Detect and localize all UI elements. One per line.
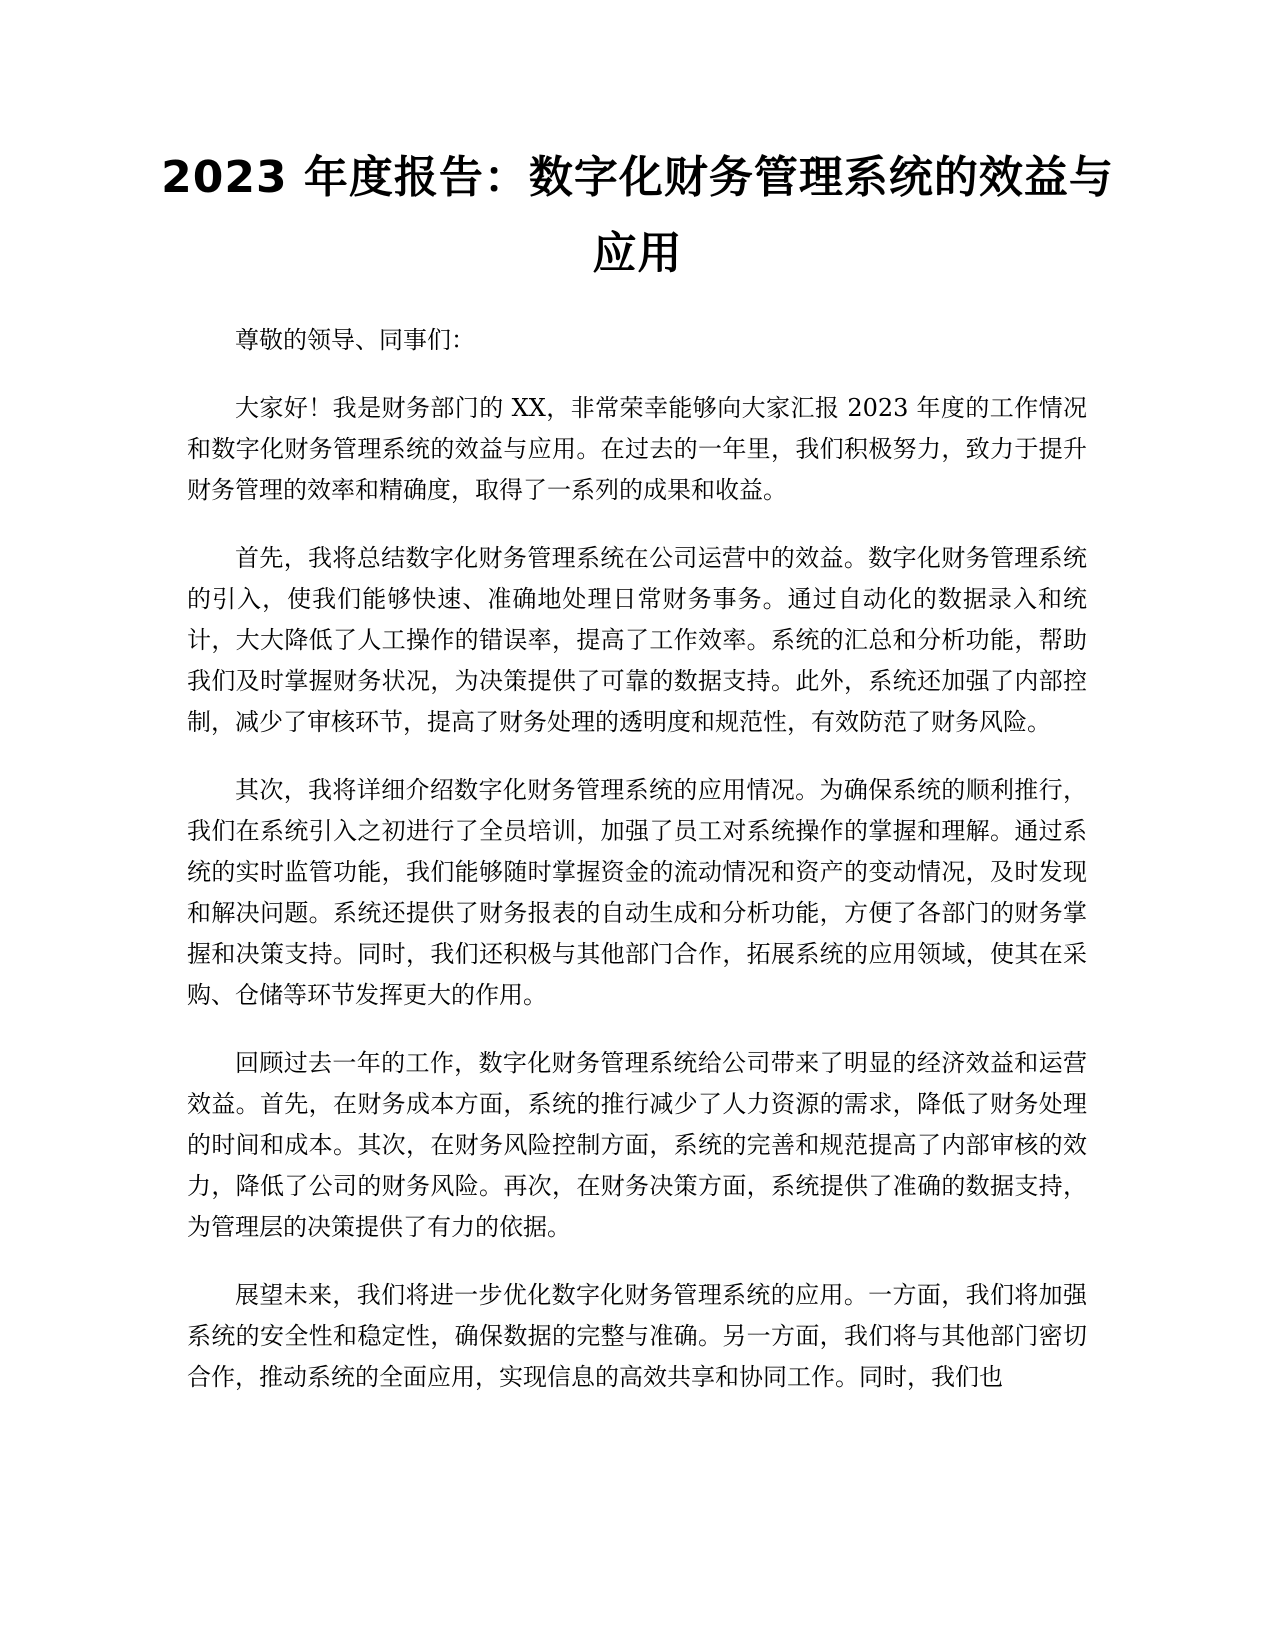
salutation: 尊敬的领导、同事们：: [235, 326, 475, 354]
document-title: 2023 年度报告：数字化财务管理系统的效益与应用: [161, 152, 1114, 279]
paragraph-benefits: 首先，我将总结数字化财务管理系统在公司运营中的效益。数字化财务管理系统的引入，使我们能够快速、准确地处理日常财务事务。通过自动化的数据录入和统计，大大降低了人工操作的错误率，提高了工作效率。系统的汇总和分析功能，帮助我们及时掌握财务状况，为决策提供了可靠的数据支持。此外，系统还加强了内部控制，减少了审核环节，提高了财务处理的透明度和规范性，有效防范了财务风险。: [187, 544, 1087, 736]
paragraph-review: 回顾过去一年的工作，数字化财务管理系统给公司带来了明显的经济效益和运营效益。首先，在财务成本方面，系统的推行减少了人力资源的需求，降低了财务处理的时间和成本。其次，在财务风险控制方面，系统的完善和规范提高了内部审核的效力，降低了公司的财务风险。再次，在财务决策方面，系统提供了准确的数据支持，为管理层的决策提供了有力的依据。: [187, 1049, 1087, 1241]
document-body: [187, 320, 1087, 1425]
paragraph-greeting: 大家好！我是财务部门的 XX，非常荣幸能够向大家汇报 2023 年度的工作情况和数字化财务管理系统的效益与应用。在过去的一年里，我们积极努力，致力于提升财务管理的效率和精确度，取得了一系列的成果和收益。: [187, 394, 1087, 504]
paragraph-outlook: 展望未来，我们将进一步优化数字化财务管理系统的应用。一方面，我们将加强系统的安全性和稳定性，确保数据的完整与准确。另一方面，我们将与其他部门密切合作，推动系统的全面应用，实现信息的高效共享和协同工作。同时，我们也: [187, 1281, 1087, 1391]
paragraph-application: 其次，我将详细介绍数字化财务管理系统的应用情况。为确保系统的顺利推行，我们在系统引入之初进行了全员培训，加强了员工对系统操作的掌握和理解。通过系统的实时监管功能，我们能够随时掌握资金的流动情况和资产的变动情况，及时发现和解决问题。系统还提供了财务报表的自动生成和分析功能，方便了各部门的财务掌握和决策支持。同时，我们还积极与其他部门合作，拓展系统的应用领域，使其在采购、仓储等环节发挥更大的作用。: [187, 776, 1087, 1009]
